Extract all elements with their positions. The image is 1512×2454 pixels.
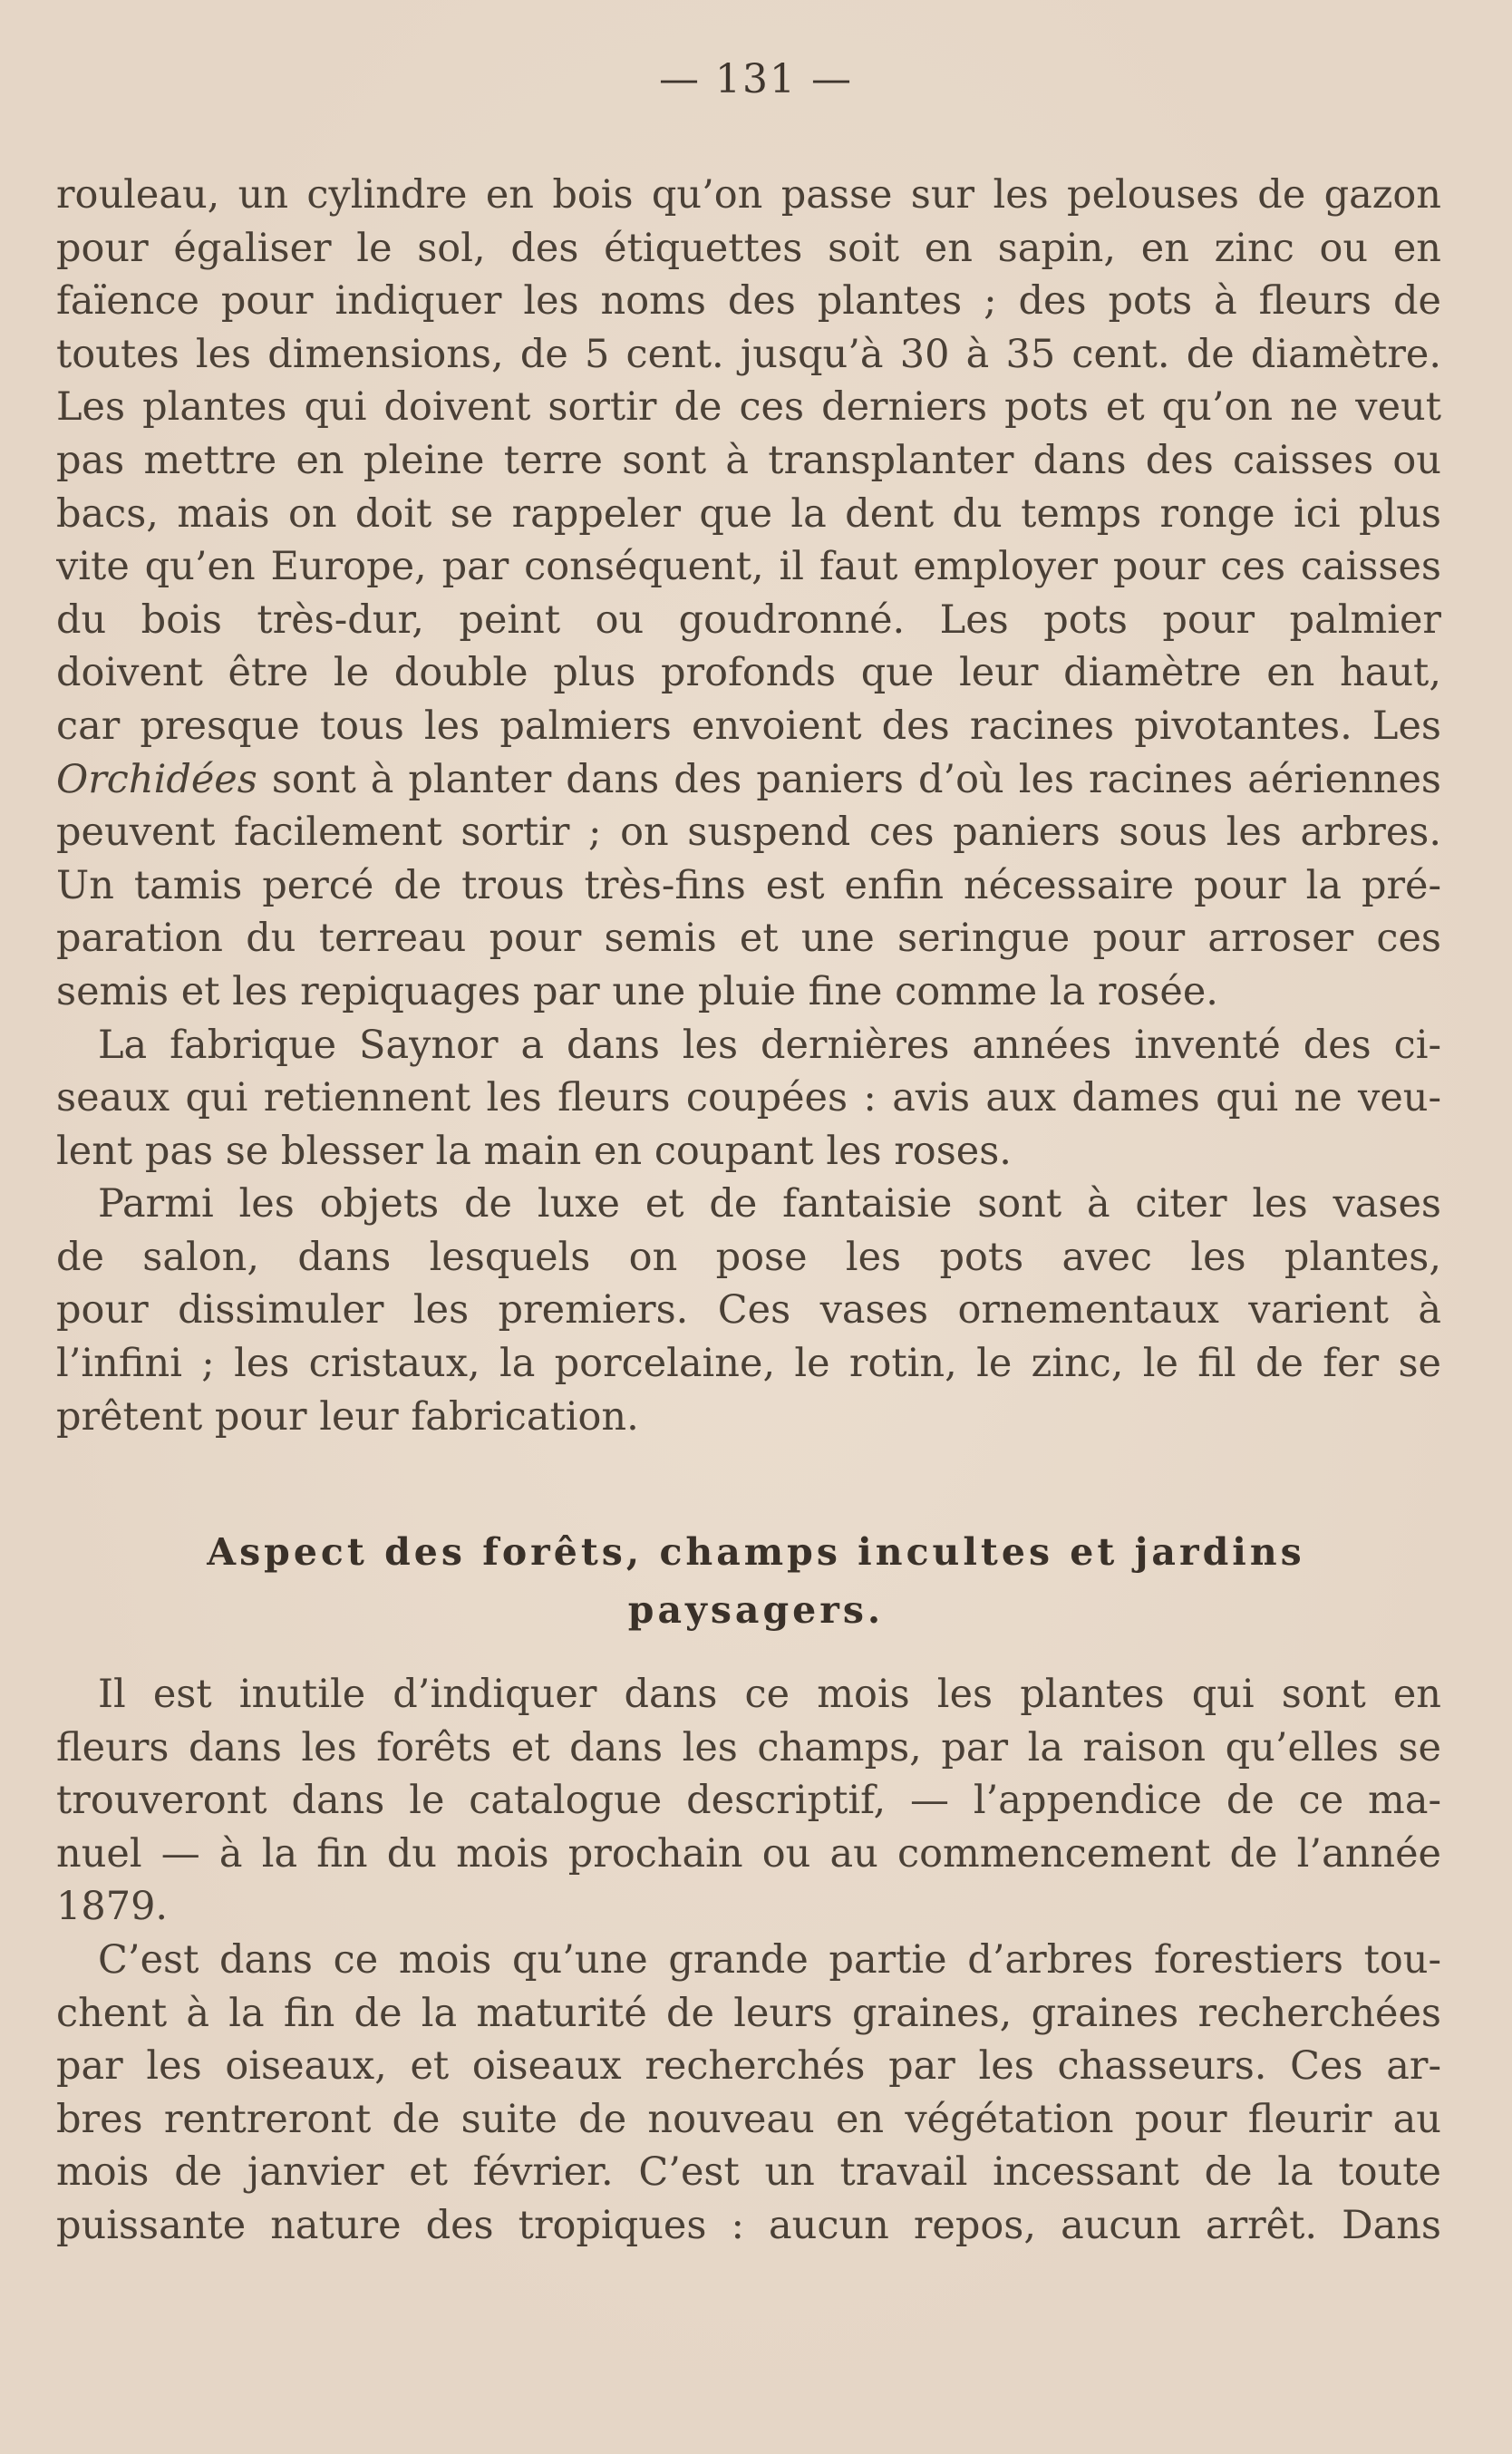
text-line: seaux qui retiennent les fleurs coupées : avis aux dames qui ne veu- bbox=[56, 1075, 1441, 1121]
text-line: nuel — à la fin du mois prochain ou au commencement de l’année bbox=[56, 1830, 1441, 1877]
text-line: par les oiseaux, et oiseaux recherchés par les chasseurs. Ces ar- bbox=[56, 2043, 1441, 2090]
text-line: doivent être le double plus profonds que leur diamètre en haut, bbox=[56, 650, 1441, 696]
text-line: prêtent pour leur fabrication. bbox=[56, 1393, 639, 1440]
text-line: toutes les dimensions, de 5 cent. jusqu’à 30 à 35 cent. de diamètre. bbox=[56, 331, 1441, 377]
text-line: Parmi les objets de luxe et de fantaisie sont à citer les vases bbox=[98, 1181, 1441, 1227]
text-line: pas mettre en pleine terre sont à transplanter dans des caisses ou bbox=[56, 437, 1441, 483]
text-line: C’est dans ce mois qu’une grande partie d’arbres forestiers tou- bbox=[98, 1936, 1441, 1983]
text-line: Il est inutile d’indiquer dans ce mois les plantes qui sont en bbox=[98, 1672, 1441, 1717]
text-line: pour égaliser le sol, des étiquettes soit en sapin, en zinc ou en bbox=[56, 225, 1441, 271]
text-line: rouleau, un cylindre en bois qu’on passe sur les pelouses de gazon bbox=[56, 172, 1441, 218]
text-line: peuvent facilement sortir ; on suspend ces paniers sous les arbres. bbox=[56, 810, 1441, 856]
body-text-lower bbox=[56, 1668, 1441, 2253]
text-line: faïence pour indiquer les noms des plantes ; des pots à fleurs de bbox=[56, 278, 1441, 325]
text-line: du bois très-dur, peint ou goudronné. Les pots pour palmier bbox=[56, 597, 1441, 643]
text-line: de salon, dans lesquels on pose les pots avec les plantes, bbox=[56, 1234, 1441, 1280]
text-line: fleurs dans les forêts et dans les champs, par la raison qu’elles se bbox=[56, 1724, 1441, 1770]
text-line: Un tamis percé de trous très-fins est enfin nécessaire pour la pré- bbox=[56, 862, 1441, 908]
section-heading: Aspect des forêts, champs incultes et jardins bbox=[207, 1530, 1305, 1574]
text-line: Les plantes qui doivent sortir de ces derniers pots et qu’on ne veut bbox=[56, 384, 1441, 431]
section-heading-continued: paysagers. bbox=[627, 1588, 885, 1632]
text-line: bacs, mais on doit se rappeler que la dent du temps ronge ici plus bbox=[56, 490, 1441, 537]
text-line: La fabrique Saynor a dans les dernières années inventé des ci- bbox=[98, 1022, 1441, 1068]
text-line: vite qu’en Europe, par conséquent, il faut employer pour ces caisses bbox=[56, 544, 1441, 590]
italic-term: Orchidées bbox=[56, 756, 257, 802]
text-line: car presque tous les palmiers envoient des racines pivotantes. Les bbox=[56, 703, 1441, 749]
body-text-upper bbox=[56, 169, 1441, 1443]
text-line: lent pas se blesser la main en coupant les roses. bbox=[56, 1128, 1012, 1174]
text-fragment: sont à planter dans des paniers d’où les racines aériennes bbox=[257, 756, 1441, 802]
page-number: — 131 — bbox=[659, 56, 853, 102]
text-line: semis et les repiquages par une pluie fine comme la rosée. bbox=[56, 968, 1218, 1014]
text-line: puissante nature des tropiques : aucun repos, aucun arrêt. Dans bbox=[56, 2202, 1441, 2248]
text-line: mois de janvier et février. C’est un travail incessant de la toute bbox=[56, 2149, 1441, 2196]
text-line-orchidees bbox=[56, 753, 1441, 807]
text-line: pour dissimuler les premiers. Ces vases ornementaux varient à bbox=[56, 1287, 1441, 1334]
text-line: chent à la fin de la maturité de leurs graines, graines recherchées bbox=[56, 1990, 1441, 2036]
text-line: paration du terreau pour semis et une seringue pour arroser ces bbox=[56, 916, 1441, 962]
text-line: bres rentreront de suite de nouveau en végétation pour fleurir au bbox=[56, 2096, 1441, 2142]
text-line: l’infini ; les cristaux, la porcelaine, le rotin, le zinc, le fil de fer se bbox=[56, 1341, 1441, 1387]
text-line: trouveront dans le catalogue descriptif, — l’appendice de ce ma- bbox=[56, 1778, 1441, 1824]
text-line: 1879. bbox=[56, 1884, 169, 1930]
